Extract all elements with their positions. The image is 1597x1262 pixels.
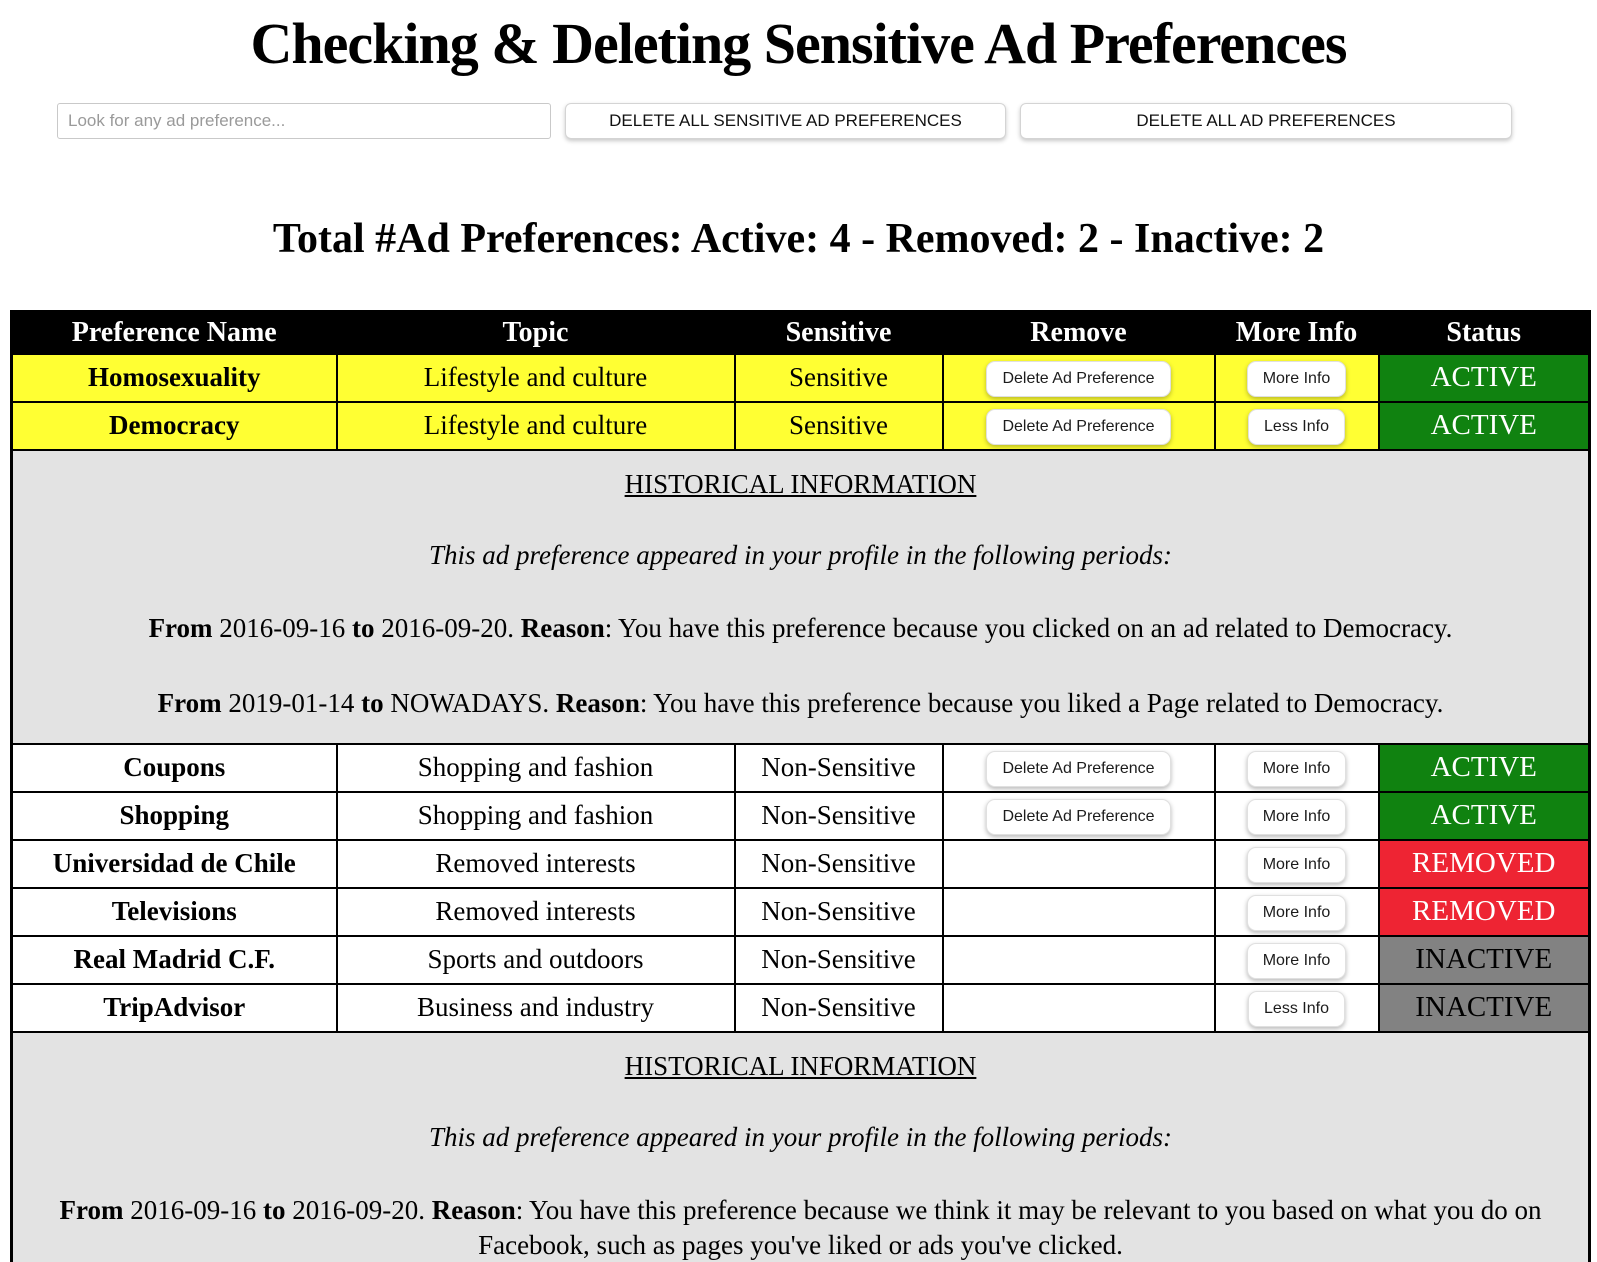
delete-ad-preference-button[interactable]: Delete Ad Preference xyxy=(986,361,1170,397)
topic-cell: Sports and outdoors xyxy=(337,936,735,984)
history-entry: From 2016-09-16 to 2016-09-20. Reason: You have this preference because we think it may be relevant to you based on what you do on Facebook, such as pages you've liked or ads you've clicked. xyxy=(59,1194,1542,1260)
delete-all-sensitive-button[interactable]: DELETE ALL SENSITIVE AD PREFERENCES xyxy=(565,103,1006,139)
history-section-row xyxy=(12,450,1590,744)
history-title: HISTORICAL INFORMATION xyxy=(624,1050,977,1081)
more-info-button[interactable]: More Info xyxy=(1247,361,1347,397)
delete-ad-preference-button[interactable]: Delete Ad Preference xyxy=(986,751,1170,787)
status-badge: ACTIVE xyxy=(1379,744,1590,792)
info-cell xyxy=(1215,984,1379,1032)
less-info-button[interactable]: Less Info xyxy=(1248,991,1345,1027)
status-badge: INACTIVE xyxy=(1379,984,1590,1032)
table-row xyxy=(12,888,1590,936)
header-remove: Remove xyxy=(943,312,1215,354)
history-section-row xyxy=(12,1032,1590,1262)
remove-cell xyxy=(943,888,1215,936)
remove-cell xyxy=(943,936,1215,984)
topic-cell: Lifestyle and culture xyxy=(337,402,735,450)
info-cell xyxy=(1215,888,1379,936)
more-info-button[interactable]: More Info xyxy=(1247,799,1347,835)
remove-cell xyxy=(943,792,1215,840)
preference-name-cell: Televisions xyxy=(12,888,337,936)
remove-cell xyxy=(943,354,1215,402)
table-row xyxy=(12,936,1590,984)
info-cell xyxy=(1215,354,1379,402)
more-info-button[interactable]: More Info xyxy=(1247,895,1347,931)
ad-preferences-table xyxy=(10,310,1591,1262)
topic-cell: Lifestyle and culture xyxy=(337,354,735,402)
info-cell xyxy=(1215,744,1379,792)
more-info-button[interactable]: More Info xyxy=(1247,943,1347,979)
more-info-button[interactable]: More Info xyxy=(1247,847,1347,883)
table-row xyxy=(12,744,1590,792)
remove-cell xyxy=(943,402,1215,450)
status-badge: REMOVED xyxy=(1379,888,1590,936)
topic-cell: Shopping and fashion xyxy=(337,744,735,792)
table-row xyxy=(12,984,1590,1032)
info-cell xyxy=(1215,792,1379,840)
delete-all-button[interactable]: DELETE ALL AD PREFERENCES xyxy=(1020,103,1512,139)
toolbar xyxy=(57,103,1597,139)
info-cell xyxy=(1215,402,1379,450)
history-intro: This ad preference appeared in your profile in the following periods: xyxy=(429,539,1172,570)
header-more-info: More Info xyxy=(1215,312,1379,354)
sensitive-cell: Non-Sensitive xyxy=(735,792,943,840)
search-input[interactable] xyxy=(57,103,551,139)
history-section xyxy=(12,1032,1590,1262)
topic-cell: Shopping and fashion xyxy=(337,792,735,840)
history-entry: From 2016-09-16 to 2016-09-20. Reason: You have this preference because you clicked on an ad related to Democracy. xyxy=(148,612,1453,643)
table-header-row xyxy=(12,312,1590,354)
history-intro: This ad preference appeared in your profile in the following periods: xyxy=(429,1121,1172,1152)
header-sensitive: Sensitive xyxy=(735,312,943,354)
preference-name-cell: Universidad de Chile xyxy=(12,840,337,888)
history-entry: From 2019-01-14 to NOWADAYS. Reason: You have this preference because you liked a Page related to Democracy. xyxy=(157,687,1444,718)
sensitive-cell: Non-Sensitive xyxy=(735,888,943,936)
topic-cell: Removed interests xyxy=(337,840,735,888)
page-title: Checking & Deleting Sensitive Ad Preferences xyxy=(250,11,1347,76)
remove-cell xyxy=(943,984,1215,1032)
header-status: Status xyxy=(1379,312,1590,354)
sensitive-cell: Non-Sensitive xyxy=(735,840,943,888)
header-topic: Topic xyxy=(337,312,735,354)
sensitive-cell: Sensitive xyxy=(735,354,943,402)
topic-cell: Business and industry xyxy=(337,984,735,1032)
topic-cell: Removed interests xyxy=(337,888,735,936)
less-info-button[interactable]: Less Info xyxy=(1248,409,1345,445)
preference-name-cell: Homosexuality xyxy=(12,354,337,402)
status-badge: INACTIVE xyxy=(1379,936,1590,984)
status-badge: ACTIVE xyxy=(1379,792,1590,840)
table-row xyxy=(12,840,1590,888)
history-title: HISTORICAL INFORMATION xyxy=(624,468,977,499)
more-info-button[interactable]: More Info xyxy=(1247,751,1347,787)
info-cell xyxy=(1215,840,1379,888)
header-preference-name: Preference Name xyxy=(12,312,337,354)
history-section xyxy=(12,450,1590,744)
preference-name-cell: Shopping xyxy=(12,792,337,840)
preference-name-cell: Democracy xyxy=(12,402,337,450)
table-row xyxy=(12,402,1590,450)
status-badge: ACTIVE xyxy=(1379,402,1590,450)
info-cell xyxy=(1215,936,1379,984)
sensitive-cell: Non-Sensitive xyxy=(735,936,943,984)
delete-ad-preference-button[interactable]: Delete Ad Preference xyxy=(986,799,1170,835)
preference-name-cell: TripAdvisor xyxy=(12,984,337,1032)
summary-heading: Total #Ad Preferences: Active: 4 - Removed: 2 - Inactive: 2 xyxy=(272,216,1325,262)
preference-name-cell: Coupons xyxy=(12,744,337,792)
sensitive-cell: Non-Sensitive xyxy=(735,744,943,792)
remove-cell xyxy=(943,744,1215,792)
table-row xyxy=(12,792,1590,840)
sensitive-cell: Non-Sensitive xyxy=(735,984,943,1032)
table-row xyxy=(12,354,1590,402)
status-badge: REMOVED xyxy=(1379,840,1590,888)
status-badge: ACTIVE xyxy=(1379,354,1590,402)
preference-name-cell: Real Madrid C.F. xyxy=(12,936,337,984)
remove-cell xyxy=(943,840,1215,888)
delete-ad-preference-button[interactable]: Delete Ad Preference xyxy=(986,409,1170,445)
sensitive-cell: Sensitive xyxy=(735,402,943,450)
